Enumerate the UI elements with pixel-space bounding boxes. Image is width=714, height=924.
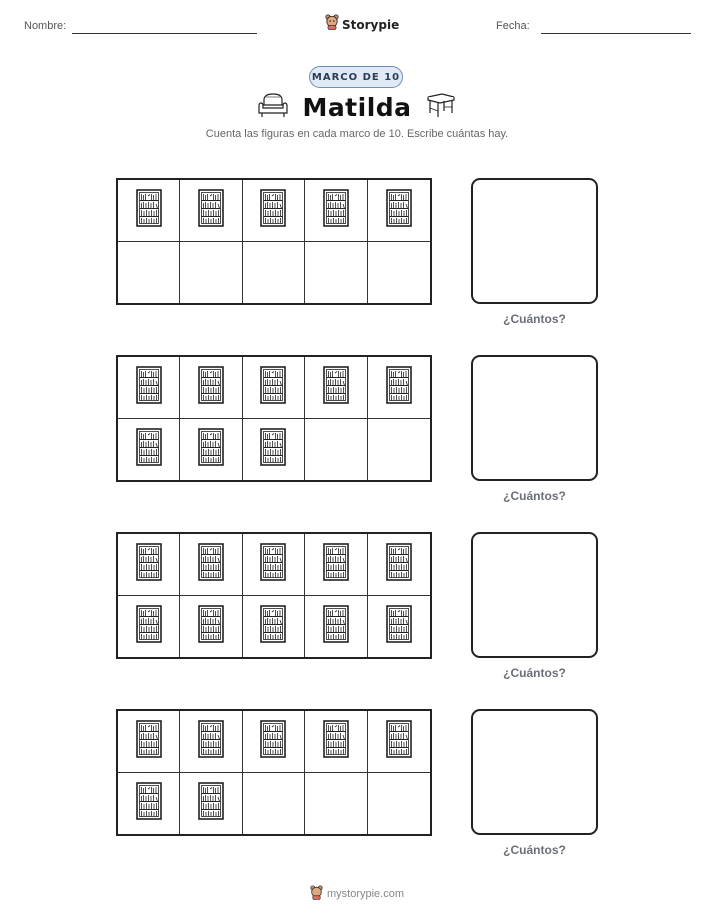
bookshelf-icon xyxy=(198,366,224,409)
ten-frame-cell xyxy=(305,773,367,835)
bookshelf-icon xyxy=(323,543,349,586)
ten-frame-cell xyxy=(243,180,305,242)
bookshelf-icon xyxy=(198,543,224,586)
ten-frame-cell xyxy=(118,180,180,242)
ten-frame-cell xyxy=(305,596,367,658)
ten-frame-cell xyxy=(180,242,242,304)
date-line[interactable] xyxy=(541,33,691,34)
ten-frame-cell xyxy=(180,534,242,596)
name-label: Nombre: xyxy=(24,20,67,32)
bookshelf-icon xyxy=(386,720,412,763)
bookshelf-icon xyxy=(323,366,349,409)
ten-frame-3 xyxy=(116,532,432,659)
answer-label-2: ¿Cuántos? xyxy=(503,489,566,503)
bookshelf-icon xyxy=(260,189,286,232)
ten-frame-cell xyxy=(180,180,242,242)
bookshelf-icon xyxy=(260,720,286,763)
answer-box-4[interactable] xyxy=(471,709,598,835)
ten-frame-cell xyxy=(368,180,430,242)
brand-name: Storypie xyxy=(342,17,400,32)
footer xyxy=(0,885,714,903)
bookshelf-icon xyxy=(198,782,224,825)
ten-frame-cell xyxy=(305,534,367,596)
ten-frame-cell xyxy=(118,242,180,304)
ten-frame-cell xyxy=(180,596,242,658)
ten-frame-cell xyxy=(180,773,242,835)
bookshelf-icon xyxy=(260,366,286,409)
title-row xyxy=(0,91,714,124)
bookshelf-icon xyxy=(323,720,349,763)
answer-box-2[interactable] xyxy=(471,355,598,481)
bookshelf-icon xyxy=(386,605,412,648)
ten-frame-cell xyxy=(305,180,367,242)
bookshelf-icon xyxy=(198,720,224,763)
bookshelf-icon xyxy=(136,189,162,232)
bookshelf-icon xyxy=(198,605,224,648)
answer-label-4: ¿Cuántos? xyxy=(503,843,566,857)
footer-url: mystorypie.com xyxy=(326,888,405,900)
bookshelf-icon xyxy=(198,428,224,471)
ten-frame-cell xyxy=(305,242,367,304)
ten-frame-cell xyxy=(180,357,242,419)
ten-frame-cell xyxy=(118,357,180,419)
bookshelf-icon xyxy=(323,189,349,232)
answer-label-1: ¿Cuántos? xyxy=(503,312,566,326)
ten-frame-cell xyxy=(243,357,305,419)
bear-logo-icon xyxy=(325,14,339,35)
stool-icon xyxy=(426,91,456,124)
ten-frame-cell xyxy=(368,596,430,658)
bear-logo-icon xyxy=(310,885,323,903)
ten-frame-cell xyxy=(180,419,242,481)
answer-box-1[interactable] xyxy=(471,178,598,304)
bookshelf-icon xyxy=(198,189,224,232)
answer-label-3: ¿Cuántos? xyxy=(503,666,566,680)
date-label: Fecha: xyxy=(496,20,530,32)
ten-frame-2 xyxy=(116,355,432,482)
bookshelf-icon xyxy=(136,605,162,648)
ten-frame-cell xyxy=(243,419,305,481)
ten-frame-cell xyxy=(118,711,180,773)
ten-frame-cell xyxy=(368,773,430,835)
ten-frame-cell xyxy=(368,711,430,773)
bookshelf-icon xyxy=(386,543,412,586)
ten-frame-4 xyxy=(116,709,432,836)
ten-frame-cell xyxy=(118,773,180,835)
answer-box-3[interactable] xyxy=(471,532,598,658)
ten-frame-cell xyxy=(368,242,430,304)
ten-frame-cell xyxy=(368,419,430,481)
bookshelf-icon xyxy=(323,605,349,648)
bookshelf-icon xyxy=(136,543,162,586)
ten-frame-cell xyxy=(243,534,305,596)
ten-frame-cell xyxy=(243,711,305,773)
ten-frame-cell xyxy=(118,534,180,596)
bookshelf-icon xyxy=(386,189,412,232)
bookshelf-icon xyxy=(260,543,286,586)
brand-logo xyxy=(325,14,399,35)
worksheet-title: Matilda xyxy=(302,93,412,122)
bookshelf-icon xyxy=(386,366,412,409)
ten-frame-cell xyxy=(180,711,242,773)
ten-frame-cell xyxy=(368,357,430,419)
bookshelf-icon xyxy=(260,605,286,648)
ten-frame-cell xyxy=(118,596,180,658)
ten-frame-cell xyxy=(305,711,367,773)
ten-frame-cell xyxy=(118,419,180,481)
name-line[interactable] xyxy=(72,33,257,34)
ten-frame-cell xyxy=(305,357,367,419)
bookshelf-icon xyxy=(136,782,162,825)
worksheet-type-badge: MARCO DE 10 xyxy=(309,66,403,88)
bookshelf-icon xyxy=(136,428,162,471)
ten-frame-cell xyxy=(368,534,430,596)
ten-frame-1 xyxy=(116,178,432,305)
ten-frame-cell xyxy=(243,596,305,658)
bookshelf-icon xyxy=(136,366,162,409)
ten-frame-cell xyxy=(243,773,305,835)
bookshelf-icon xyxy=(136,720,162,763)
ten-frame-cell xyxy=(243,242,305,304)
armchair-icon xyxy=(258,91,288,124)
bookshelf-icon xyxy=(260,428,286,471)
ten-frame-cell xyxy=(305,419,367,481)
instructions: Cuenta las figuras en cada marco de 10. Escribe cuántas hay. xyxy=(205,128,509,140)
